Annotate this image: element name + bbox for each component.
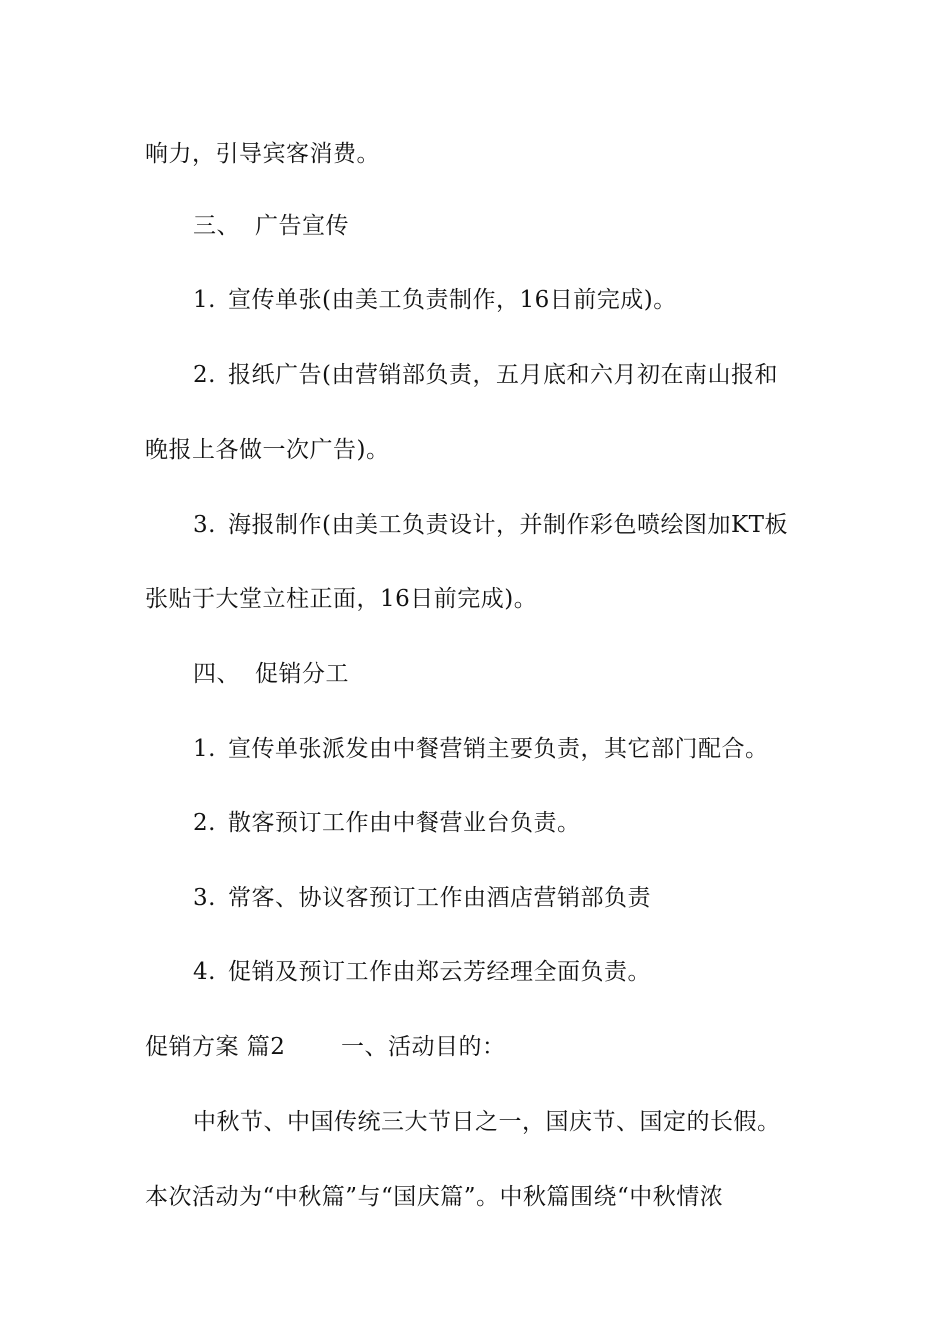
- item-number: 2.: [193, 810, 216, 836]
- heading-text: 促销分工: [255, 661, 349, 687]
- item-text: 宣传单张(由美工负责制作，16日前完成)。: [228, 287, 677, 313]
- heading-number: 三、: [193, 213, 240, 239]
- line-text: 晚报上各做一次广告)。: [145, 437, 390, 463]
- list-item: [193, 285, 863, 315]
- section-heading: [193, 659, 863, 689]
- list-item: [193, 510, 805, 540]
- paragraph-line: [145, 1182, 805, 1212]
- line-text: 响力，引导宾客消费。: [145, 141, 380, 167]
- list-item: [193, 360, 805, 390]
- paragraph-line: [145, 435, 815, 465]
- item-number: 4.: [193, 959, 216, 985]
- section-title-line: [145, 1032, 815, 1062]
- item-number: 3.: [193, 885, 216, 911]
- paragraph-line: [193, 1107, 805, 1137]
- item-text: 海报制作(由美工负责设计，并制作彩色喷绘图加KT板: [228, 512, 788, 538]
- list-item: [193, 734, 863, 764]
- list-item: [193, 883, 863, 913]
- heading-number: 四、: [193, 661, 240, 687]
- list-item: [193, 808, 863, 838]
- item-number: 3.: [193, 512, 216, 538]
- line-text: 本次活动为“中秋篇”与“国庆篇”。中秋篇围绕“中秋情浓: [145, 1184, 724, 1210]
- item-text: 常客、协议客预订工作由酒店营销部负责: [228, 885, 651, 911]
- line-text: 张贴于大堂立柱正面，16日前完成)。: [145, 586, 538, 612]
- section-subheading: 一、活动目的：: [341, 1034, 506, 1060]
- paragraph-line: [145, 139, 815, 169]
- item-number: 2.: [193, 362, 216, 388]
- list-item: [193, 957, 863, 987]
- heading-text: 广告宣传: [255, 213, 349, 239]
- line-text: 中秋节、中国传统三大节日之一，国庆节、国定的长假。: [193, 1109, 781, 1135]
- item-text: 报纸广告(由营销部负责，五月底和六月初在南山报和: [228, 362, 778, 388]
- item-number: 1.: [193, 287, 216, 313]
- paragraph-line: [145, 584, 815, 614]
- item-text: 促销及预订工作由郑云芳经理全面负责。: [228, 959, 651, 985]
- section-title: 促销方案 篇2: [145, 1034, 286, 1060]
- item-text: 散客预订工作由中餐营业台负责。: [228, 810, 581, 836]
- item-number: 1.: [193, 736, 216, 762]
- item-text: 宣传单张派发由中餐营销主要负责，其它部门配合。: [228, 736, 769, 762]
- section-heading: [193, 211, 863, 241]
